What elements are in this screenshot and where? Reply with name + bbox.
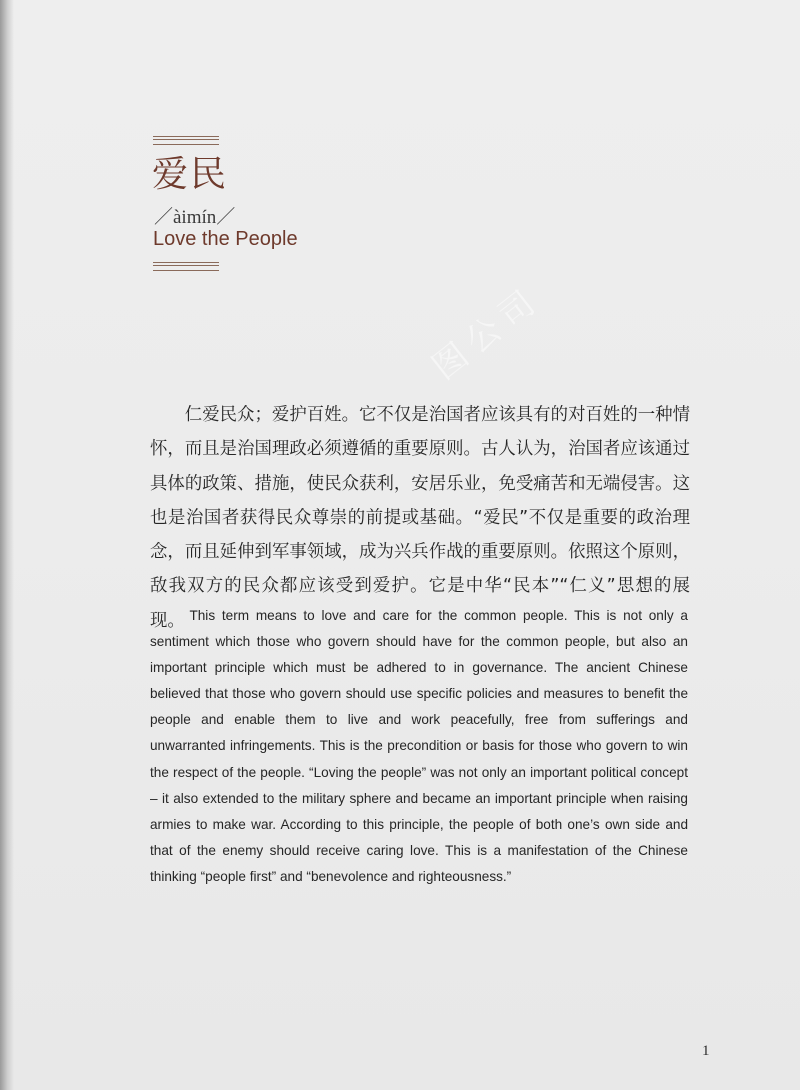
page-number: 1 xyxy=(702,1043,710,1059)
bottom-ornamental-rule xyxy=(153,262,219,271)
definition-paragraph-chinese: 仁爱民众；爱护百姓。它不仅是治国者应该具有的对百姓的一种情怀，而且是治国理政必须遵循的重要原则。古人认为，治国者应该通过具体的政策、措施，使民众获利，安居乐业，免受痛苦和无端侵害。这也是治国者获得民众尊崇的前提或基础。“爱民”不仅是重要的政治理念，而且延伸到军事领域，成为兴兵作战的重要原则。依照这个原则，敌我双方的民众都应该受到爱护。它是中华“民本”“仁义”思想的展现。 xyxy=(150,405,690,631)
definition-paragraph-english: This term means to love and care for the common people. This is not only a sentiment which those who govern should have for the common people, but also an important principle which must be adhered to in governance. The ancient Chinese believed that those who govern should use specific policies and measures to benefit the people and enable them to live and work peacefully, free from sufferings and unwarranted infringements. This is the precondition or basis for those who govern to win the respect of the people. “Loving the people” was not only an important political concept – it also extended to the military sphere and became an important principle when raising armies to make war. According to this principle, the people of both one’s own side and that of the enemy should receive caring love. This is a manifestation of the Chinese thinking “people first” and “benevolence and righteousness.” xyxy=(150,608,688,884)
top-ornamental-rule xyxy=(153,136,219,145)
entry-pinyin: ／àimín／ xyxy=(154,207,236,228)
entry-title-chinese: 爱民 xyxy=(152,154,229,195)
watermark-logo: 图公司 xyxy=(424,278,549,388)
entry-title-english: Love the People xyxy=(153,228,298,250)
